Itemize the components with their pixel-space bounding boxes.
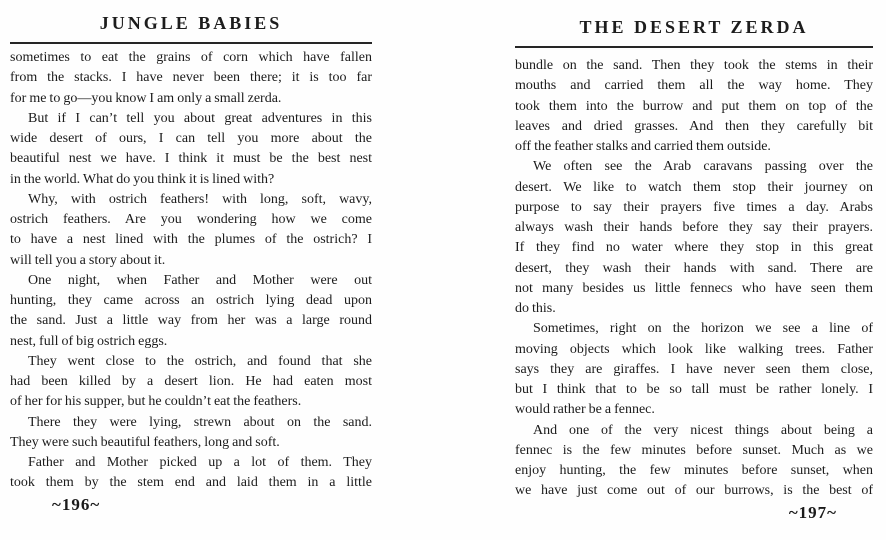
left-page <box>10 0 372 540</box>
text-line: in the world. What do you think it is lined with? <box>10 171 275 187</box>
text-line: from the stacks. I have never been there; it is too far <box>10 70 372 86</box>
text-line: One night, when Father and Mother were out <box>28 272 372 288</box>
text-line: If they find no water where they stop in this great <box>515 240 873 256</box>
right-running-head: THE DESERT ZERDA <box>579 17 809 37</box>
text-line: will tell you a story about it. <box>10 252 166 268</box>
text-line: had been killed by a desert lion. He had eaten most <box>10 374 372 389</box>
left-text-column <box>10 48 372 494</box>
text-line: wide desert of ours, I can tell you more about the <box>10 131 372 146</box>
text-line: took them by the stem end and laid them in a little <box>10 475 372 491</box>
text-line: Father and Mother picked up a lot of them. They <box>28 455 372 470</box>
text-line: Why, with ostrich feathers! with long, soft, wavy, <box>28 191 372 207</box>
text-line: of her for his supper, but he couldn’t eat the feathers. <box>10 394 302 410</box>
text-line: off the feather stalks and carried them outside. <box>515 139 771 154</box>
left-running-head: JUNGLE BABIES <box>99 13 283 33</box>
text-line: There they were lying, strewn about on the sand. <box>28 414 372 430</box>
text-line: purpose to say their prayers five times a day. Arabs <box>515 199 873 215</box>
left-header-rule <box>10 42 372 44</box>
text-line: we have just come out of our burrows, is the best of <box>515 483 873 499</box>
text-line: moving objects which look like walking trees. Father <box>515 341 873 357</box>
text-line: not many besides us little fennecs who have seen them <box>515 280 873 296</box>
text-line: hunting, they came across an ostrich lying dead upon <box>10 293 372 308</box>
text-line: says they are giraffes. I have never seen them close, <box>515 361 873 377</box>
text-line: ostrich feathers. Are you wondering how we come <box>10 212 372 227</box>
text-line: nest, full of big ostrich eggs. <box>10 333 168 349</box>
text-line: But if I can’t tell you about great adventures in this <box>28 110 372 126</box>
text-line: but I think that to be so tall must be rather lonely. I <box>515 382 873 397</box>
text-line: do this. <box>515 301 556 316</box>
text-line: fennec is the few minutes before sunset. Much as we <box>515 442 873 458</box>
text-line: the sand. Just a little way from her was a large round <box>10 313 372 329</box>
text-line: mouths and carried them all the way home. They <box>515 78 873 94</box>
text-line: They were such beautiful feathers, long and soft. <box>10 434 280 450</box>
text-line: leaves and dried grasses. And then they carefully bit <box>515 118 873 134</box>
text-line: always wash their hands before they say their prayers. <box>515 220 873 235</box>
right-text-column <box>515 56 873 502</box>
text-line: would rather be a fennec. <box>515 402 655 418</box>
left-page-number: ~196~ <box>52 495 101 514</box>
text-line: sometimes to eat the grains of corn which have fallen <box>10 50 372 65</box>
text-line: desert. We like to watch them stop their journey on <box>515 179 873 195</box>
text-line: took them into the burrow and put them on top of the <box>515 98 873 114</box>
text-line: for me to go—you know I am only a small zerda. <box>10 90 282 106</box>
right-page-number: ~197~ <box>788 503 837 522</box>
text-line: bundle on the sand. Then they took the stems in their <box>515 58 873 73</box>
text-line: beautiful nest we have. I think it must be the best nest <box>10 151 372 167</box>
text-line: Sometimes, right on the horizon we see a line of <box>533 321 873 337</box>
text-line: They went close to the ostrich, and found that she <box>28 353 372 369</box>
text-line: enjoy hunting, the few minutes before sunset, when <box>515 463 873 478</box>
text-line: We often see the Arab caravans passing over the <box>533 159 873 175</box>
right-page <box>515 0 873 540</box>
text-line: to have a nest lined with the plumes of the ostrich? I <box>10 232 372 248</box>
text-line: And one of the very nicest things about being a <box>533 422 873 438</box>
text-line: desert, they wash their hands with sand. There are <box>515 260 873 276</box>
right-header-rule <box>515 46 873 48</box>
